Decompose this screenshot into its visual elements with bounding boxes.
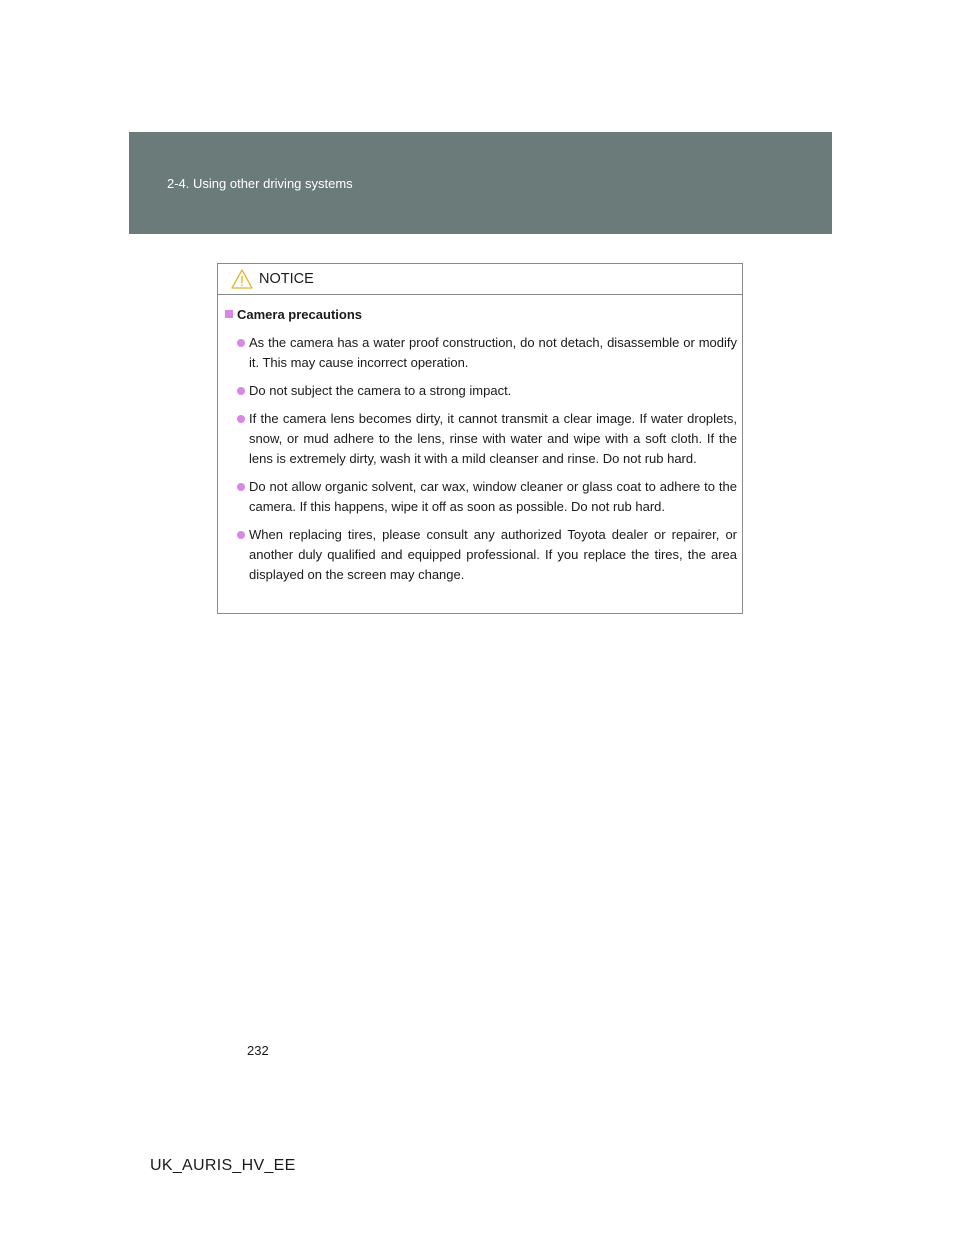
notice-subheading: [225, 307, 362, 322]
warning-triangle-icon: [231, 269, 253, 289]
document-code: UK_AURIS_HV_EE: [150, 1157, 296, 1174]
list-item: [237, 525, 737, 585]
dot-bullet-icon: [237, 339, 245, 347]
list-item-text: If the camera lens becomes dirty, it cannot transmit a clear image. If water droplets, snow, or mud adhere to the lens, rinse with water and wipe with a soft cloth. If the lens is extremely dirty, wash it with a mild cleanser and rinse. Do not rub hard.: [249, 411, 737, 466]
list-item-text: As the camera has a water proof construction, do not detach, disassemble or modify it. This may cause incorrect operation.: [249, 335, 737, 370]
list-item: [237, 381, 737, 401]
list-item-text: Do not subject the camera to a strong impact.: [249, 383, 512, 398]
list-item-text: Do not allow organic solvent, car wax, window cleaner or glass coat to adhere to the camera. If this happens, wipe it off as soon as possible. Do not rub hard.: [249, 479, 737, 514]
header-band: [129, 132, 832, 234]
dot-bullet-icon: [237, 483, 245, 491]
notice-label: NOTICE: [259, 271, 314, 287]
list-item: [237, 477, 737, 517]
list-item: [237, 409, 737, 469]
subheading-text: Camera precautions: [237, 307, 362, 322]
section-title: 2-4. Using other driving systems: [167, 176, 353, 191]
notice-box: [217, 263, 743, 614]
dot-bullet-icon: [237, 415, 245, 423]
square-bullet-icon: [225, 310, 233, 318]
list-item-text: When replacing tires, please consult any authorized Toyota dealer or repairer, or another duly qualified and equipped professional. If you replace the tires, the area displayed on the screen may change.: [249, 527, 737, 582]
bullet-list: [237, 333, 737, 593]
list-item: [237, 333, 737, 373]
notice-header: [218, 264, 742, 295]
dot-bullet-icon: [237, 531, 245, 539]
page-number: 232: [247, 1043, 269, 1058]
dot-bullet-icon: [237, 387, 245, 395]
